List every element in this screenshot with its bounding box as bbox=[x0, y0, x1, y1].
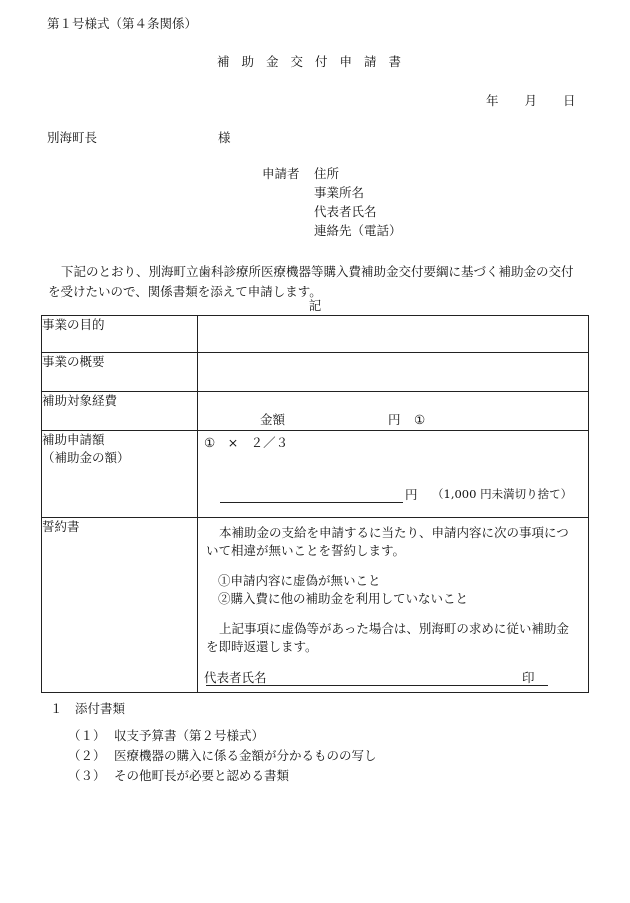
form-number: 第１号様式（第４条関係） bbox=[47, 16, 198, 31]
attachment-text: 収支予算書（第２号様式） bbox=[114, 728, 265, 743]
overview-label: 事業の概要 bbox=[42, 353, 198, 392]
expense-input-cell[interactable] bbox=[198, 392, 589, 431]
signature-label: 代表者氏名 bbox=[204, 669, 267, 685]
attachment-text: 医療機器の購入に係る金額が分かるものの写し bbox=[114, 748, 377, 763]
table-row bbox=[42, 316, 589, 353]
pledge-closing: 上記事項に虚偽等があった場合は、別海町の求めに従い補助金を即時返還します。 bbox=[206, 621, 569, 654]
request-label-cell bbox=[42, 431, 198, 518]
table-row bbox=[42, 392, 589, 431]
request-input-cell[interactable] bbox=[198, 431, 589, 518]
purpose-label: 事業の目的 bbox=[42, 316, 198, 353]
applicant-contact-label: 連絡先（電話） bbox=[314, 223, 402, 238]
table-row bbox=[42, 518, 589, 693]
seal-mark: 印 bbox=[522, 669, 535, 685]
applicant-office-label: 事業所名 bbox=[314, 185, 365, 200]
application-statement: 下記のとおり、別海町立歯科診療所医療機器等購入費補助金交付要綱に基づく補助金の交付を受けたいので、関係書類を添えて申請します。 bbox=[48, 264, 574, 299]
overview-input-cell[interactable] bbox=[198, 353, 589, 392]
applicant-address-label: 住所 bbox=[314, 166, 340, 181]
date-year: 年 bbox=[486, 93, 499, 108]
expense-mark: ① bbox=[414, 412, 426, 427]
document-title: 補助金交付申請書 bbox=[216, 54, 413, 69]
attachment-number: （３） bbox=[68, 768, 106, 783]
attachment-number: （２） bbox=[68, 748, 106, 763]
table-row bbox=[42, 353, 589, 392]
date-day: 日 bbox=[563, 93, 576, 108]
request-formula: ① × ２／３ bbox=[204, 435, 289, 450]
expense-amount-label: 金額 bbox=[260, 412, 286, 427]
ki-marker: 記 bbox=[308, 298, 322, 313]
date-month: 月 bbox=[524, 93, 538, 108]
pledge-item: ①申請内容に虚偽が無いこと bbox=[218, 573, 381, 588]
application-form-table bbox=[41, 315, 589, 693]
pledge-cell bbox=[198, 518, 589, 693]
pledge-label: 誓約書 bbox=[42, 518, 198, 693]
addressee-name: 別海町長 bbox=[47, 130, 98, 145]
list-item bbox=[68, 750, 377, 763]
applicant-label: 申請者 bbox=[262, 166, 300, 181]
request-label: 補助申請額 bbox=[42, 432, 105, 447]
pledge-intro: 本補助金の支給を申請するに当たり、申請内容に次の事項について相違が無いことを誓約します。 bbox=[206, 525, 569, 558]
pledge-item: ②購入費に他の補助金を利用していないこと bbox=[218, 591, 469, 606]
request-amount-line bbox=[220, 489, 403, 503]
attachment-number: （１） bbox=[68, 728, 106, 743]
request-sublabel: （補助金の額） bbox=[42, 450, 130, 465]
expense-label: 補助対象経費 bbox=[42, 392, 198, 431]
addressee-honorific: 様 bbox=[218, 130, 231, 145]
list-item bbox=[68, 730, 264, 743]
request-unit: 円 bbox=[405, 487, 418, 502]
date-field bbox=[486, 95, 576, 108]
attachment-text: その他町長が必要と認める書類 bbox=[114, 768, 290, 783]
attachments-heading: １ 添付書類 bbox=[50, 701, 126, 716]
table-row bbox=[42, 431, 589, 518]
expense-unit: 円 bbox=[388, 412, 401, 427]
applicant-representative-label: 代表者氏名 bbox=[314, 204, 377, 219]
request-rounding-note: （1,000 円未満切り捨て） bbox=[432, 487, 573, 501]
purpose-input-cell[interactable] bbox=[198, 316, 589, 353]
list-item bbox=[68, 770, 289, 783]
